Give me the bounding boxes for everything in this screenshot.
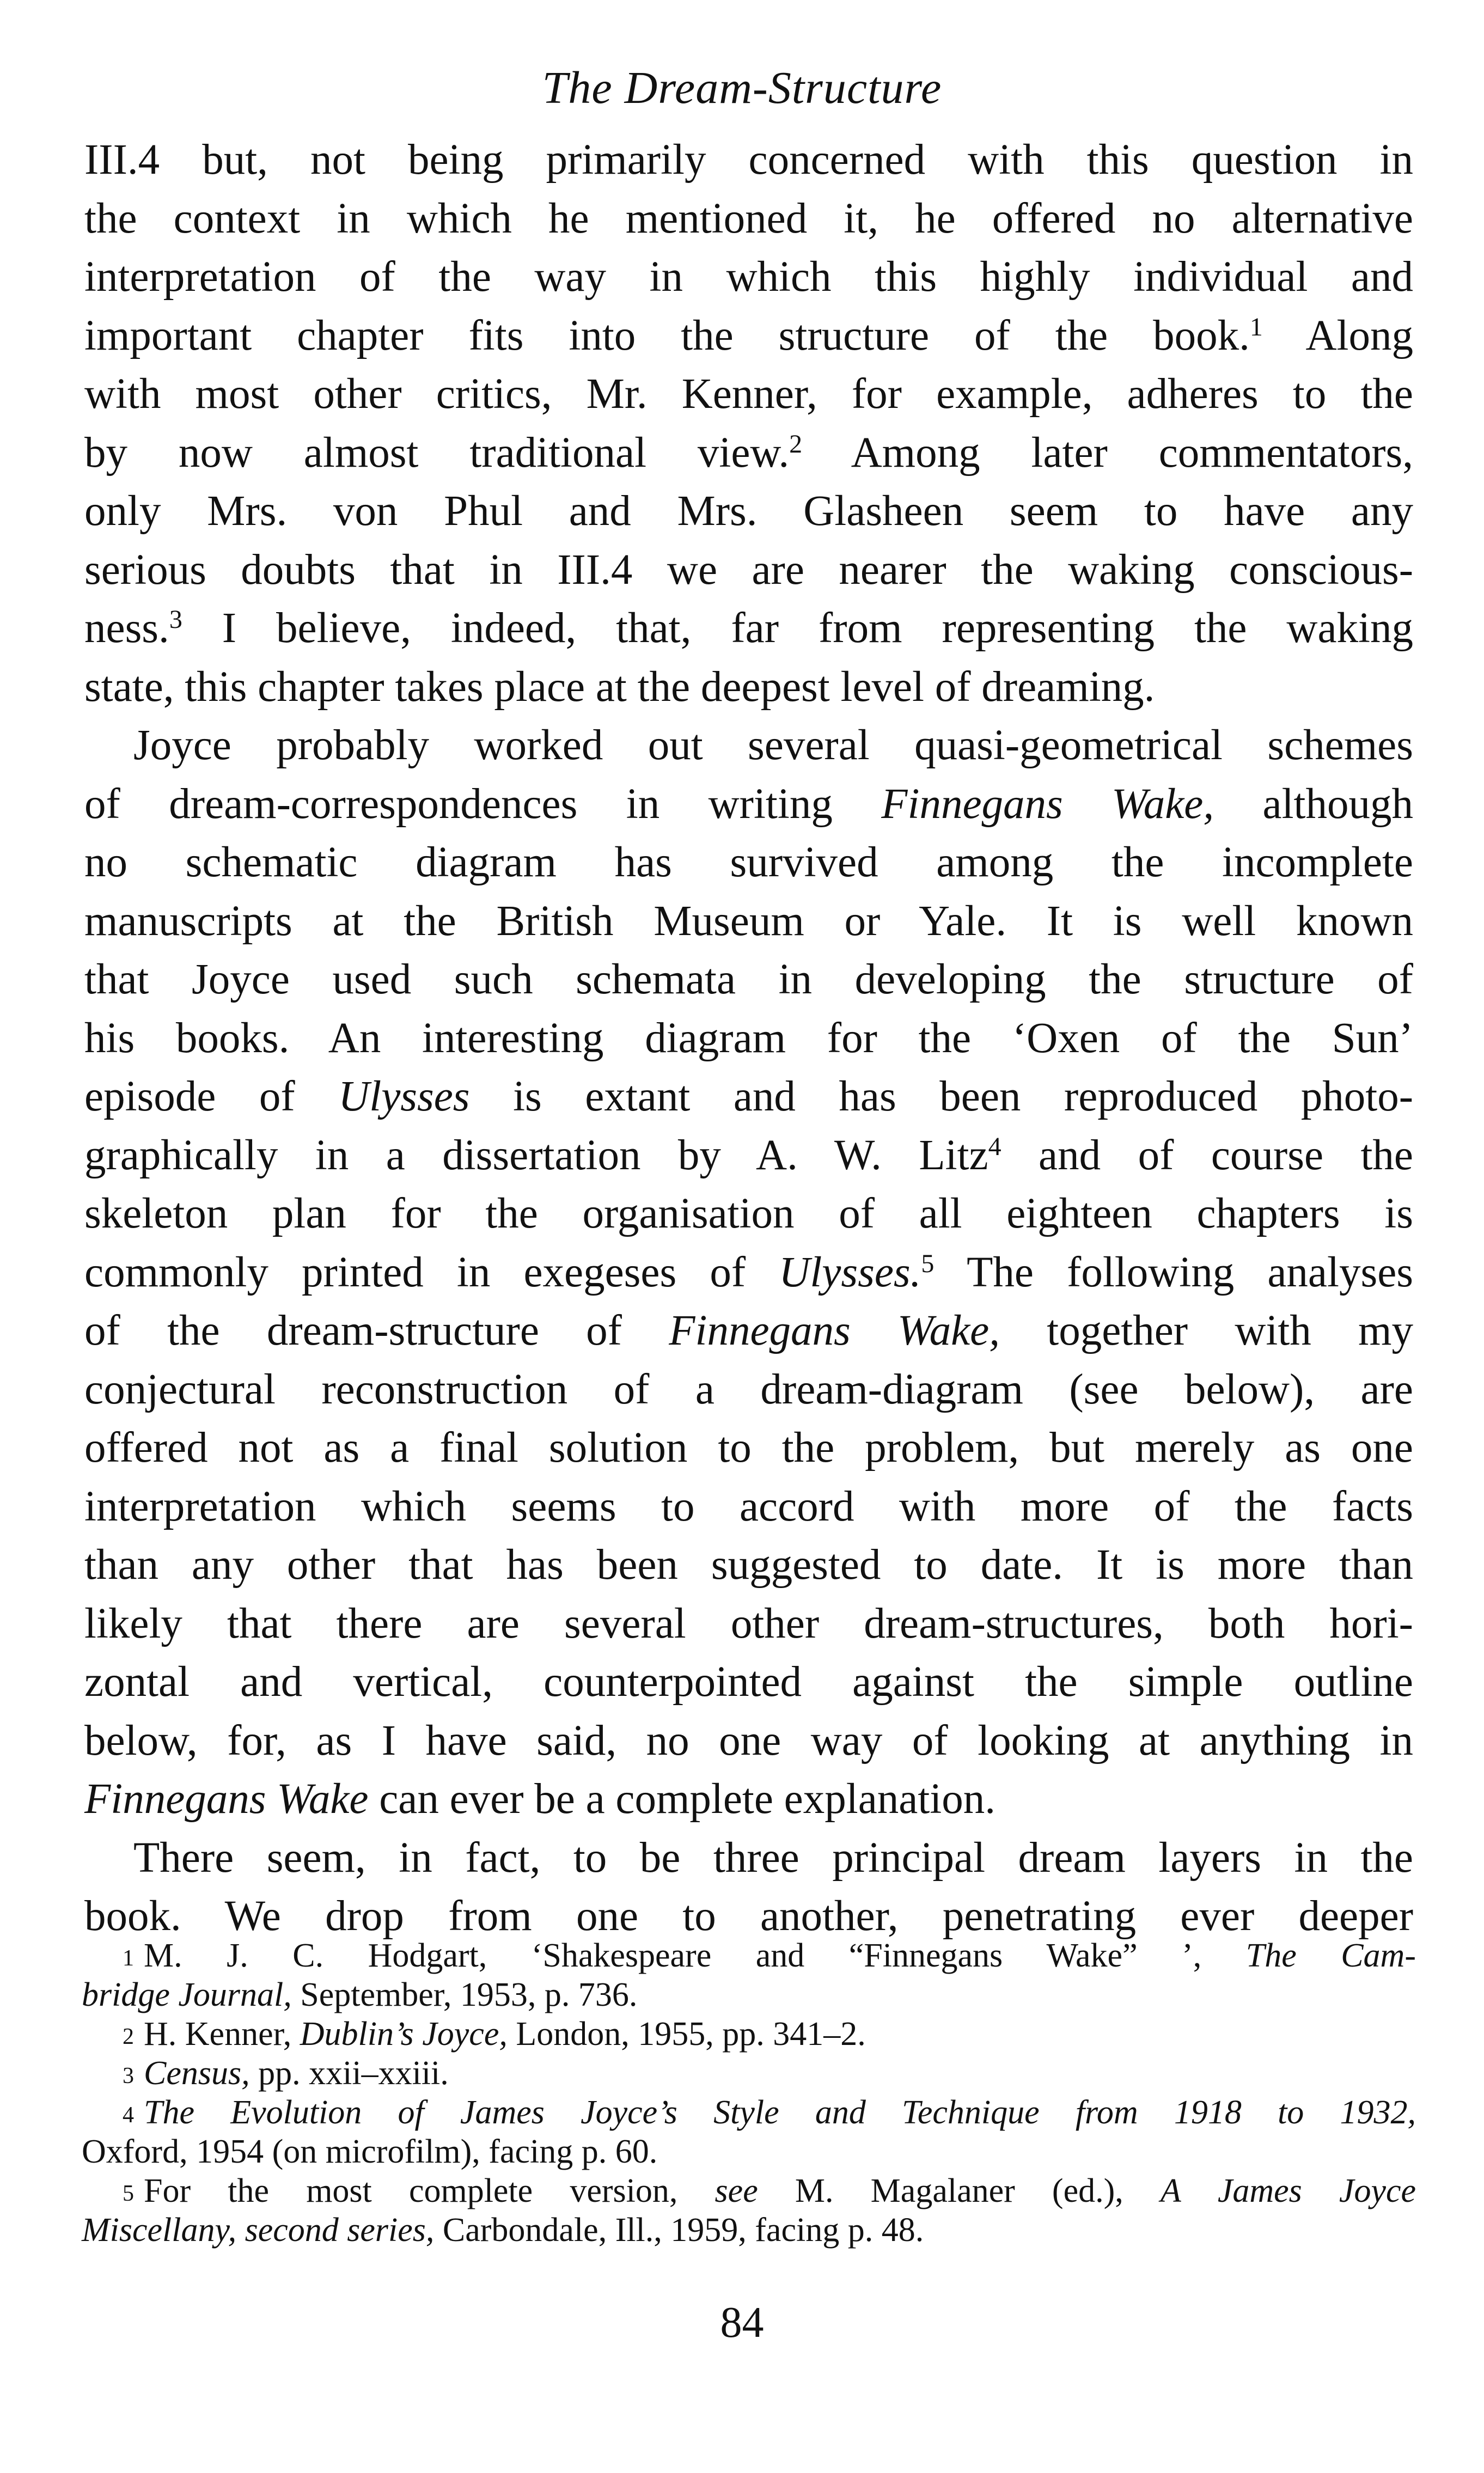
text-line: interpretation which seems to accord with more of the facts xyxy=(84,1482,1413,1530)
text-line: likely that there are several other dream-structures, both hori- xyxy=(84,1599,1413,1647)
text-line: state, this chapter takes place at the deepest level of dreaming. xyxy=(84,663,1155,711)
text-line: book. We drop from one to another, penetrating ever deeper xyxy=(84,1892,1413,1940)
footnote-5-continued: Miscellany, second series, Carbondale, Ill., 1959, facing p. 48. xyxy=(82,2212,924,2249)
footnote-4-continued: Oxford, 1954 (on microfilm), facing p. 60. xyxy=(82,2133,658,2170)
text-line: III.4 but, not being primarily concerned with this question in xyxy=(84,136,1413,184)
text-line: his books. An interesting diagram for the ‘Oxen of the Sun’ xyxy=(84,1014,1413,1062)
text-line: There seem, in fact, to be three principal dream layers in the xyxy=(133,1834,1413,1882)
footnote-4: 4 The Evolution of James Joyce’s Style and Technique from 1918 to 1932, xyxy=(123,2094,1416,2131)
text-line: manuscripts at the British Museum or Yale. It is well known xyxy=(84,897,1413,945)
book-title: Finnegans Wake, xyxy=(881,780,1214,828)
note-ref: 2 xyxy=(789,429,803,459)
paragraph-1 xyxy=(84,131,1413,716)
note-ref: 1 xyxy=(1249,312,1263,341)
paragraph-3 xyxy=(84,1829,1413,1946)
text-line: commonly printed in exegeses of Ulysses.$^5$ The following analyses xyxy=(84,1248,1413,1296)
paragraph-2 xyxy=(84,716,1413,1829)
running-head: The Dream-Structure xyxy=(542,63,942,113)
book-title: Finnegans Wake, xyxy=(669,1307,1000,1354)
page-number: 84 xyxy=(720,2299,764,2347)
book-title: Ulysses. xyxy=(779,1248,921,1296)
text-line: of dream-correspondences in writing Finnegans Wake, although xyxy=(84,780,1414,828)
text-line: zontal and vertical, counterpointed against the simple outline xyxy=(84,1658,1413,1706)
footnote-number: 2 xyxy=(123,2024,134,2049)
footnote-2: 2 H. Kenner, Dublin’s Joyce, London, 1955, pp. 341–2. xyxy=(123,2016,866,2053)
footnote-number: 4 xyxy=(123,2103,134,2128)
footnote-5: 5 For the most complete version, see M. Magalaner (ed.), A James Joyce xyxy=(123,2172,1416,2209)
text-line: with most other critics, Mr. Kenner, for example, adheres to the xyxy=(84,370,1413,418)
text-line: below, for, as I have said, no one way of looking at anything in xyxy=(84,1717,1413,1764)
book-title: Finnegans Wake xyxy=(84,1775,369,1823)
text-line: episode of Ulysses is extant and has been reproduced photo- xyxy=(84,1073,1413,1120)
note-ref: 4 xyxy=(988,1132,1001,1161)
text-line: interpretation of the way in which this highly individual and xyxy=(84,253,1413,301)
text-line: of the dream-structure of Finnegans Wake, together with my xyxy=(84,1307,1413,1354)
text-line: offered not as a final solution to the problem, but merely as one xyxy=(84,1424,1413,1471)
text-line: important chapter fits into the structure of the book.$^1$ Along xyxy=(84,312,1413,359)
text-line: by now almost traditional view.$^2$ Among later commentators, xyxy=(84,429,1413,477)
note-ref: 5 xyxy=(921,1249,935,1278)
text-line: no schematic diagram has survived among the incomplete xyxy=(84,839,1413,886)
text-line: that Joyce used such schemata in developing the structure of xyxy=(84,956,1413,1003)
footnotes xyxy=(82,1936,1416,2250)
footnote-3: 3 Census, pp. xxii–xxiii. xyxy=(123,2055,449,2092)
text-line: than any other that has been suggested to date. It is more than xyxy=(84,1541,1413,1589)
text-line: Finnegans Wake can ever be a complete explanation. xyxy=(84,1775,996,1823)
text-line: ness.$^3$ I believe, indeed, that, far from representing the waking xyxy=(84,604,1413,652)
text-line: serious doubts that in III.4 we are nearer the waking conscious- xyxy=(84,546,1413,594)
note-ref: 3 xyxy=(169,605,182,634)
footnote-1-continued: bridge Journal, September, 1953, p. 736. xyxy=(82,1976,638,2013)
footnote-number: 1 xyxy=(123,1946,134,1971)
body-text xyxy=(84,131,1413,1946)
text-line: Joyce probably worked out several quasi-geometrical schemes xyxy=(133,722,1413,769)
text-line: only Mrs. von Phul and Mrs. Glasheen seem to have any xyxy=(84,487,1413,535)
book-title: Ulysses xyxy=(338,1073,470,1120)
footnote-number: 3 xyxy=(123,2063,134,2089)
text-line: graphically in a dissertation by A. W. Litz$^4$ and of course the xyxy=(84,1131,1413,1179)
footnote-number: 5 xyxy=(123,2181,134,2206)
text-line: skeleton plan for the organisation of all eighteen chapters is xyxy=(84,1190,1413,1237)
text-line: the context in which he mentioned it, he offered no alternative xyxy=(84,194,1413,242)
footnote-1: 1 M. J. C. Hodgart, ‘Shakespeare and “Finnegans Wake” ’, The Cam- xyxy=(123,1937,1416,1974)
text-line: conjectural reconstruction of a dream-diagram (see below), are xyxy=(84,1365,1413,1413)
